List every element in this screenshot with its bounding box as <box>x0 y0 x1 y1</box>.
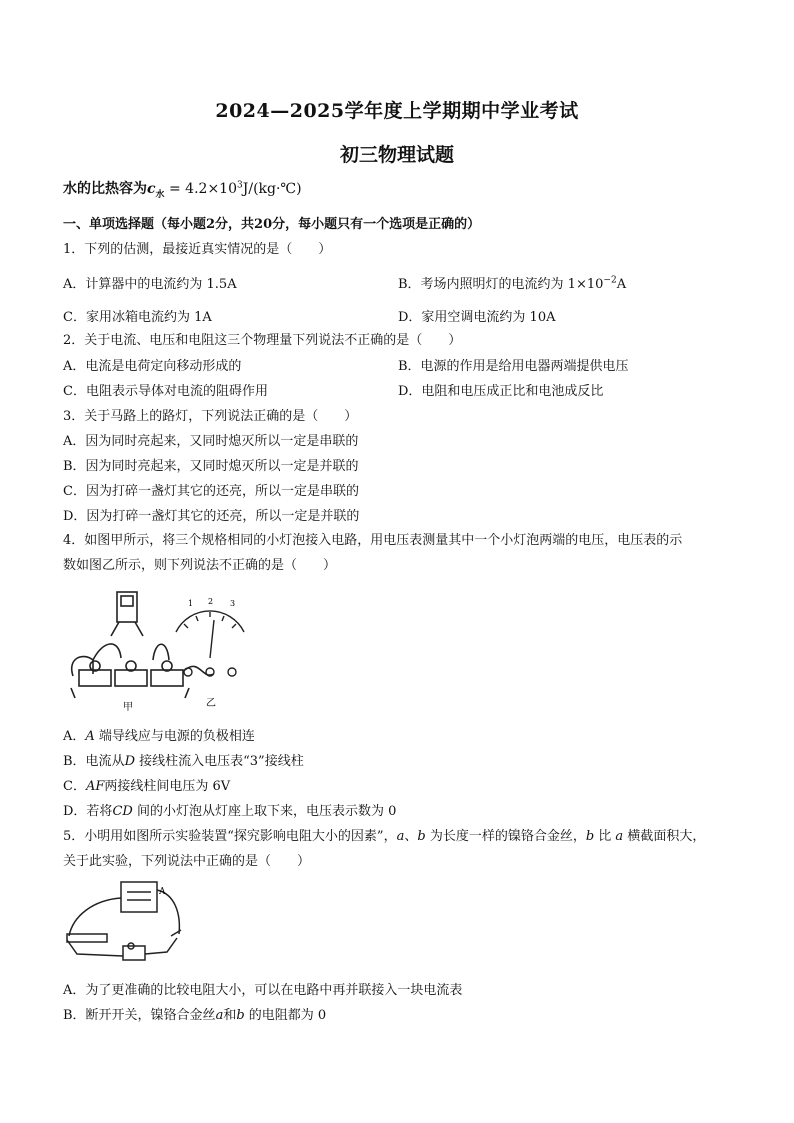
constant-exp: 3 <box>237 180 243 191</box>
q4-option-c <box>63 779 230 795</box>
q1-option-a: A．计算器中的电流约为 1.5A <box>63 277 237 292</box>
q4-option-b <box>63 754 304 770</box>
constant-unit: J/(kg·℃) <box>242 181 302 197</box>
q4-stem-line2: 数如图乙所示，则下列说法不正确的是（ ） <box>63 558 337 573</box>
q5-var-b: b <box>417 829 426 844</box>
svg-text:1: 1 <box>188 599 194 608</box>
q5-stem-c: 比 <box>594 829 616 844</box>
q4-fig-right-label: 乙 <box>206 698 216 709</box>
q2-option-b: B．电源的作用是给用电器两端提供电压 <box>398 359 629 374</box>
section-heading: 一、单项选择题（每小题2分，共20分，每小题只有一个选项是正确的） <box>63 217 481 232</box>
q4-b-prefix: B．电流从 <box>63 754 125 769</box>
ammeter-icon <box>121 882 157 912</box>
q4-d-text: 间的小灯泡从灯座上取下来，电压表示数为 0 <box>132 804 397 819</box>
q5-b-and: 和 <box>223 1008 237 1023</box>
q3-stem: 3．关于马路上的路灯，下列说法正确的是（ ） <box>63 409 358 424</box>
q5-b-var-a: a <box>215 1008 224 1023</box>
q5-option-b <box>63 1008 326 1024</box>
q5-stem-line2: 关于此实验，下列说法中正确的是（ ） <box>63 854 311 869</box>
q4-d-prefix: D．若将 <box>63 804 113 819</box>
q5-b-var-b: b <box>236 1008 245 1023</box>
q1-b-unit: A <box>616 277 627 292</box>
q3-option-c: C．因为打碎一盏灯其它的还亮，所以一定是串联的 <box>63 484 359 499</box>
q4-b-text: 接线柱流入电压表“3”接线柱 <box>135 754 304 769</box>
q4-figure-voltmeter-dial <box>170 596 250 716</box>
constant-eq: = 4.2×10 <box>164 181 237 197</box>
q3-option-d: D．因为打碎一盏灯其它的还亮，所以一定是并联的 <box>63 509 360 524</box>
q3-option-b: B．因为同时亮起来，又同时熄灭所以一定是并联的 <box>63 459 359 474</box>
q2-stem: 2．关于电流、电压和电阻这三个物理量下列说法不正确的是（ ） <box>63 333 462 348</box>
exam-title: 2024—2025学年度上学期期中学业考试 <box>215 100 579 122</box>
q5-stem-d: 横截面积大， <box>623 829 706 844</box>
svg-text:2: 2 <box>208 597 214 606</box>
exam-subtitle: 初三物理试题 <box>339 144 454 166</box>
q5-var-a2: a <box>615 829 624 844</box>
q4-option-d <box>63 804 396 820</box>
q4-b-var: D <box>124 754 135 769</box>
q5-stem-a: 5．小明用如图所示实验装置“探究影响电阻大小的因素”， <box>63 829 397 844</box>
q1-option-d: D．家用空调电流约为 10A <box>398 310 556 325</box>
q5-sep: 、 <box>404 829 418 844</box>
q5-b-prefix: B．断开开关，镍铬合金丝 <box>63 1008 216 1023</box>
q4-option-a <box>63 729 255 745</box>
q5-var-b2: b <box>585 829 595 844</box>
q1-option-c: C．家用冰箱电流约为 1A <box>63 310 212 325</box>
q5-fig-label: A <box>159 887 166 897</box>
q4-c-text: 两接线柱间电压为 6V <box>104 779 231 794</box>
constant-symbol: c <box>147 181 156 197</box>
q5-stem-b: 为长度一样的镍铬合金丝， <box>425 829 586 844</box>
q4-c-prefix: C． <box>63 779 86 794</box>
q4-a-text: 端导线应与电源的负极相连 <box>94 729 255 744</box>
q1-stem: 1．下列的估测，最接近真实情况的是（ ） <box>63 242 332 257</box>
q2-option-a: A．电流是电荷定向移动形成的 <box>63 359 242 374</box>
constant-line <box>63 180 302 200</box>
q1-b-exp: −2 <box>603 275 617 286</box>
constant-label: 水的比热容为 <box>63 181 147 197</box>
q5-var-a: a <box>396 829 405 844</box>
svg-text:3: 3 <box>230 599 236 608</box>
q1-b-text: B．考场内照明灯的电流约为 1×10 <box>398 277 604 292</box>
q2-option-c: C．电阻表示导体对电流的阻碍作用 <box>63 384 268 399</box>
q4-d-var: CD <box>112 804 133 819</box>
constant-sub: 水 <box>155 189 165 200</box>
q4-stem-line1: 4．如图甲所示，将三个规格相同的小灯泡接入电路，用电压表测量其中一个小灯泡两端的电压，电压表的示 <box>63 533 683 548</box>
q4-a-var: A <box>85 729 95 744</box>
q1-option-b <box>398 277 626 293</box>
q3-option-a: A．因为同时亮起来，又同时熄灭所以一定是串联的 <box>63 434 359 449</box>
battery-icon <box>67 934 107 942</box>
q5-option-a: A．为了更准确的比较电阻大小，可以在电路中再并联接入一块电流表 <box>63 983 463 998</box>
q2-option-d: D．电阻和电压成正比和电池成反比 <box>398 384 604 399</box>
q4-a-prefix: A． <box>63 729 86 744</box>
q5-stem-line1 <box>63 829 705 845</box>
q4-fig-left-label: 甲 <box>123 702 133 713</box>
q4-c-var: AF <box>85 779 105 794</box>
q5-figure-circuit <box>63 880 193 975</box>
q5-b-text: 的电阻都为 0 <box>244 1008 327 1023</box>
